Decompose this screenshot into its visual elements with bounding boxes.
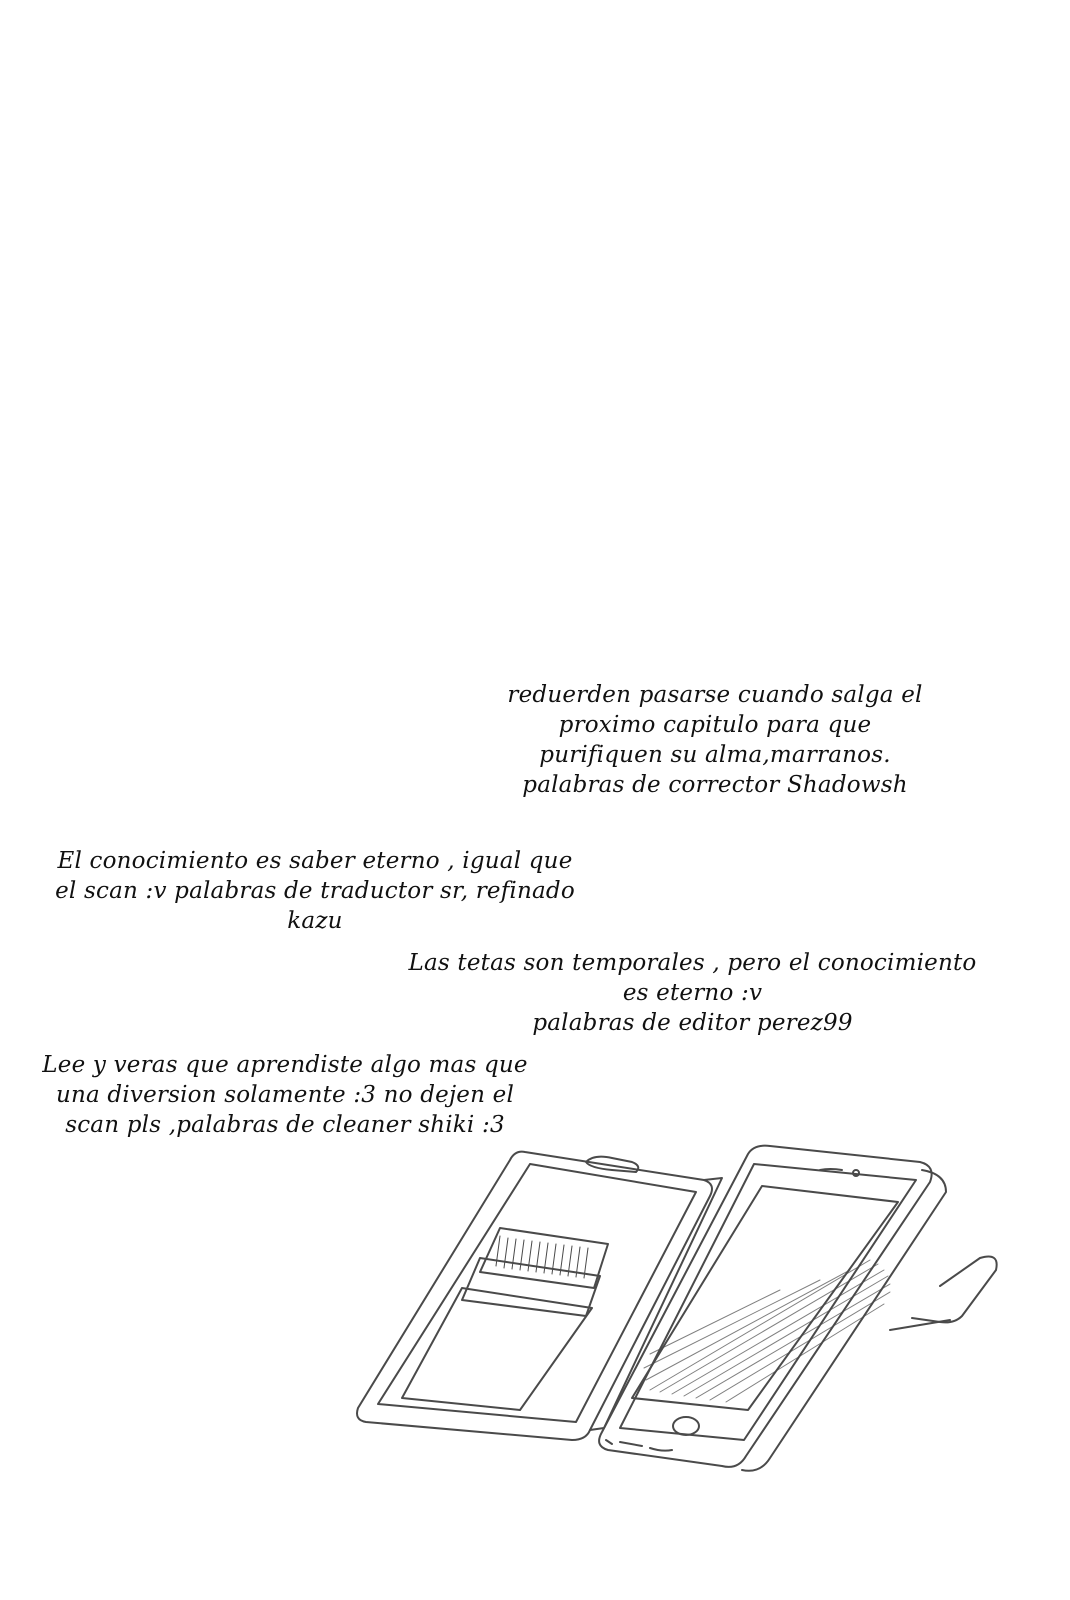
case-cover-inner-border: [378, 1164, 696, 1422]
traductor-note: [20, 846, 610, 936]
phone-camera: [853, 1170, 859, 1176]
phone-wallet-case-sketch-icon: [350, 1140, 1000, 1480]
cleaner-note-line-1: Lee y veras que aprendiste algo mas que: [42, 1052, 528, 1078]
corrector-note-line-3: purifiquen su alma,marranos.: [539, 742, 891, 768]
corrector-note-line-2: proximo capitulo para que: [558, 712, 872, 738]
cleaner-note-line-3: scan pls ,palabras de cleaner shiki :3: [65, 1112, 505, 1138]
card-pocket-3: [402, 1288, 592, 1410]
phone-body: [599, 1146, 932, 1467]
editor-note-line-3: palabras de editor perez99: [532, 1010, 853, 1036]
corrector-note-line-4: palabras de corrector Shadowsh: [522, 772, 908, 798]
editor-note: [385, 948, 1000, 1038]
traductor-note-line-1: El conocimiento es saber eterno , igual que: [57, 848, 573, 874]
phone-bottom-ports: [606, 1440, 672, 1451]
case-clasp-strap: [890, 1320, 950, 1330]
corrector-note: [470, 680, 960, 800]
cleaner-note-line-2: una diversion solamente :3 no dejen el: [55, 1082, 514, 1108]
cleaner-note: [15, 1050, 555, 1140]
case-back-edge: [742, 1170, 946, 1471]
phone-speaker: [820, 1169, 842, 1170]
phone-home-button: [673, 1417, 699, 1435]
editor-note-line-2: es eterno :v: [622, 980, 763, 1006]
case-slot: [586, 1157, 638, 1172]
card-pocket-1: [480, 1228, 608, 1288]
editor-note-line-1: Las tetas son temporales , pero el conocimiento: [408, 950, 977, 976]
corrector-note-line-1: reduerden pasarse cuando salga el: [507, 682, 923, 708]
traductor-note-line-2: el scan :v palabras de traductor sr, refinado: [55, 878, 575, 904]
case-cover-outline: [357, 1152, 712, 1440]
traductor-note-line-3: kazu: [287, 908, 343, 934]
case-clasp-tab: [912, 1257, 997, 1323]
